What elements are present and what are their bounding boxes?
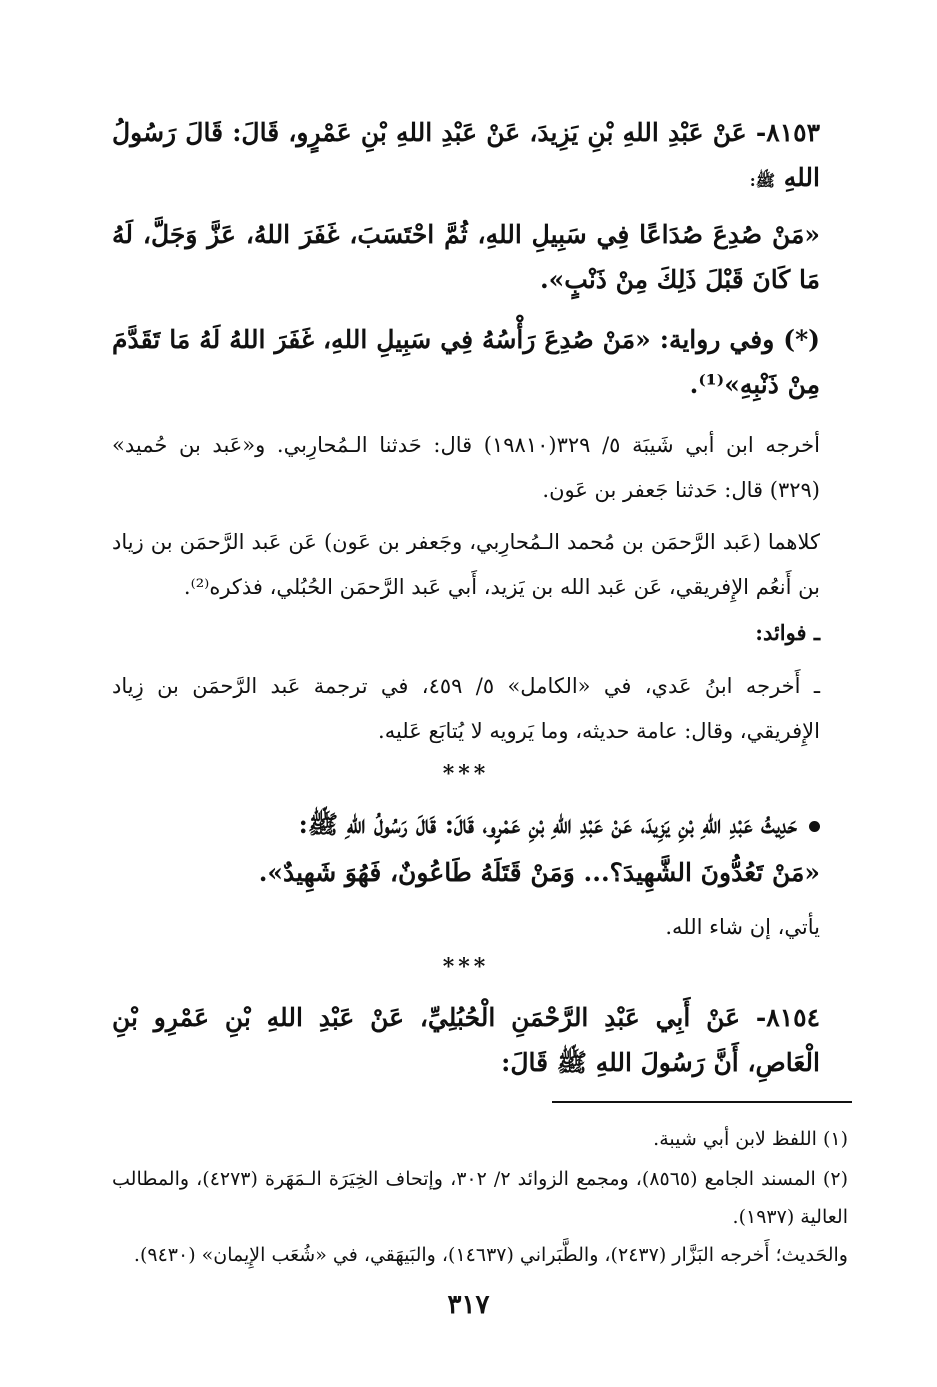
footnote-divider <box>552 1101 852 1103</box>
takhrij-paragraph-1: أخرجه ابن أبي شَيبَة ٥/ ٣٢٩(١٩٨١٠) قال: حَدثنا الـمُحارِبي. و«عَبد بن حُميد» (٣٢٩) قال: حَدثنا جَعفر بن عَون. <box>112 433 820 502</box>
bullet-icon <box>809 821 820 832</box>
footnote-2: (٢) المسند الجامع (٨٥٦٥)، ومجمع الزوائد ٢/ ٣٠٢، وإتحاف الخِيَرَة الـمَهَرة (٤٢٧٣)، والمطالب العالية (١٩٣٧). <box>112 1168 848 1228</box>
hadith-8153-riwaya: (*) وفي رواية: «مَنْ صُدِعَ رَأْسُهُ فِي سَبِيلِ اللهِ، غَفَرَ اللهُ لَهُ مَا تَقَدَّمَ مِنْ ذَنْبِهِ»⁽¹⁾. <box>112 325 820 399</box>
cross-reference <box>112 802 820 847</box>
section-separator: *** <box>442 761 490 787</box>
section-separator: *** <box>442 954 490 980</box>
fawaid-text: ـ أَخرجه ابنُ عَدي، في «الكامل» ٥/ ٤٥٩، في ترجمة عَبد الرَّحمَن بن زِياد الإِفريقي، وقال: عامة حديثه، وما يَرويه لا يُتابَع عَليه. <box>112 674 820 743</box>
hadith-8153-isnad: ٨١٥٣- عَنْ عَبْدِ اللهِ بْنِ يَزِيدَ، عَنْ عَبْدِ اللهِ بْنِ عَمْرٍو، قَالَ: قَالَ رَسُولُ اللهِ <box>112 118 820 192</box>
fawaid-heading: ـ فوائد: <box>755 620 820 645</box>
cross-ref-quote: «مَنْ تَعُدُّونَ الشَّهِيدَ؟... وَمَنْ قَتَلَهُ طَاعُونٌ، فَهُوَ شَهِيدٌ». <box>258 858 820 887</box>
cross-ref-text: حَدِيثُ عَبْدِ اللهِ بْنِ يَزِيدَ، عَنْ عَبْدِ اللهِ بْنِ عَمْرٍو، قَالَ: قَالَ رَسُولُ اللهِ ﷺ: <box>298 810 797 839</box>
cross-ref-note: يأتي، إن شاء الله. <box>665 915 820 939</box>
hadith-8154-intro: ٨١٥٤- عَنْ أَبِي عَبْدِ الرَّحْمَنِ الْحُبُلِيِّ، عَنْ عَبْدِ اللهِ بْنِ عَمْرِو بْنِ الْعَاصِ، أَنَّ رَسُولَ اللهِ ﷺ قَالَ: <box>112 1003 820 1077</box>
hadith-8153-text: «مَنْ صُدِعَ صُدَاعًا فِي سَبِيلِ اللهِ، ثُمَّ احْتَسَبَ، غَفَرَ اللهُ، عَزَّ وَجَلَّ، لَهُ مَا كَانَ قَبْلَ ذَلِكَ مِنْ ذَنْبٍ». <box>112 220 820 294</box>
salawat-mark: ﷺ: <box>749 171 776 190</box>
footnote-2-continuation: والحَديث؛ أَخرجه البَزَّار (٢٤٣٧)، والطَّبَراني (١٤٦٣٧)، والبَيهَقي، في «شُعَب الإِيمان» (٩٤٣٠). <box>133 1244 848 1266</box>
takhrij-paragraph-2: كلاهما (عَبد الرَّحمَن بن مُحمد الـمُحارِبي، وجَعفر بن عَون) عَن عَبد الرَّحمَن بن زياد بن أَنعُم الإِفريقي، عَن عَبد الله بن يَزيد، أَبي عَبد الرَّحمَن الحُبُلي، فذكره⁽²⁾. <box>112 530 820 599</box>
footnote-1: (١) اللفظ لابن أبي شيبة. <box>653 1128 848 1150</box>
page-number: ٣١٧ <box>447 1290 490 1320</box>
hadith-8153-intro <box>112 110 820 203</box>
